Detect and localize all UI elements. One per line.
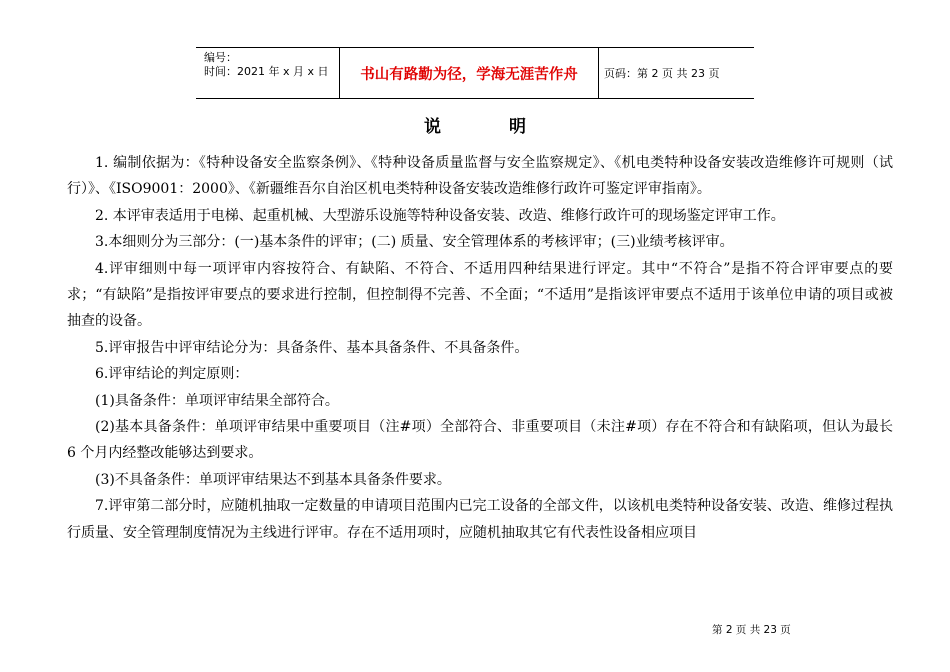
number-label: 编号： xyxy=(204,51,237,64)
paragraph-5: 5.评审报告中评审结论分为：具备条件、基本具备条件、不具备条件。 xyxy=(95,339,529,356)
header-meta-cell xyxy=(196,48,340,98)
document-body xyxy=(67,150,893,546)
paragraph-6-1: (1)具备条件：单项评审结果全部符合。 xyxy=(95,392,339,409)
page-title xyxy=(0,112,950,137)
paragraph-2: 2. 本评审表适用于电梯、起重机械、大型游乐设施等特种设备安装、改造、维修行政许可的现场鉴定评审工作。 xyxy=(95,207,785,224)
paragraph-4: 4.评审细则中每一项评审内容按符合、有缺陷、不符合、不适用四种结果进行评定。其中“不符合”是指不符合评审要点的要求；“有缺陷”是指按评审要点的要求进行控制，但控制得不完善、不全面；“不适用”是指该评审要点不适用于该单位申请的项目或被抽查的设备。 xyxy=(67,260,893,330)
title-char-2: 明 xyxy=(509,117,526,137)
page-info: 页码：第 2 页 共 23 页 xyxy=(604,67,720,80)
title-char-1: 说 xyxy=(424,117,441,137)
paragraph-7: 7.评审第二部分时，应随机抽取一定数量的申请项目范围内已完工设备的全部文件，以该机电类特种设备安装、改造、维修过程执行质量、安全管理制度情况为主线进行评审。存在不适用项时，应随机抽取其它有代表性设备相应项目 xyxy=(67,498,893,541)
paragraph-6-3: (3)不具备条件：单项评审结果达不到基本具备条件要求。 xyxy=(95,471,451,488)
header-table xyxy=(196,47,754,99)
paragraph-1: 1. 编制依据为：《特种设备安全监察条例》、《特种设备质量监督与安全监察规定》、《机电类特种设备安装改造维修许可规则（试行）》、《ISO9001：2000》、《新疆维吾尔自治区机电类特种设备安装改造维修行政许可鉴定评审指南》。 xyxy=(67,155,893,198)
time-label: 时间：2021 年 x 月 x 日 xyxy=(204,65,329,78)
paragraph-3: 3.本细则分为三部分：(一)基本条件的评审；(二) 质量、安全管理体系的考核评审；(三)业绩考核评审。 xyxy=(95,234,734,251)
page-footer: 第 2 页 共 23 页 xyxy=(712,624,791,636)
motto: 书山有路勤为径，学海无涯苦作舟 xyxy=(340,48,599,98)
paragraph-6-2: (2)基本具备条件：单项评审结果中重要项目（注#项）全部符合、非重要项目（未注#项）存在不符合和有缺陷项，但认为最长 6 个月内经整改能够达到要求。 xyxy=(67,419,893,462)
paragraph-6: 6.评审结论的判定原则： xyxy=(95,366,249,383)
